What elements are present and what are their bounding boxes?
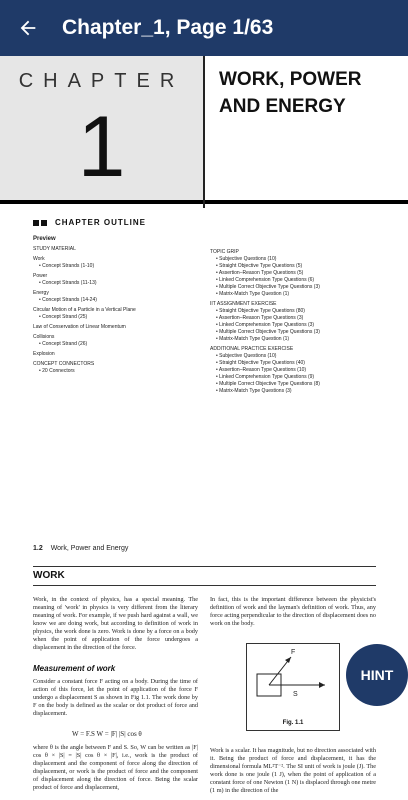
outline-item: • Assertion–Reason Type Questions (5) [210,270,390,277]
book-page-chapter-opener [0,56,408,538]
outline-item: • Concept Strands (11-13) [33,280,203,287]
outline-item: • Linked Comprehension Type Questions (6) [210,277,390,284]
outline-item: • Straight Objective Type Questions (80) [210,308,390,315]
square-bullet-icon [33,220,39,226]
page-number: 1.2 [33,545,43,552]
section-rule [33,585,376,586]
page-title: Chapter_1, Page 1/63 [62,16,274,39]
outline-group: TOPIC GRIP [210,249,239,255]
outline-group: Circular Motion of a Particle in a Vertical Plane [33,307,136,313]
chapter-number-panel [0,56,203,204]
hint-button[interactable]: HINT [346,644,408,706]
outline-item: • Linked Comprehension Type Questions (3) [210,322,390,329]
outline-item: • Straight Objective Type Questions (5) [210,263,390,270]
body-paragraph: Work is a scalar. It has magnitude, but no direction associated with it. Being the product of force and displacement, it has the dimensional formula ML²T⁻². The SI unit of work is joule (J). The work done is one joule (1 J), when the point of application of a constant force of one Newton (1 N) is displaced through one metre (1 m) in the direction of the [210,747,376,794]
running-header [33,545,128,552]
back-button[interactable] [0,0,56,56]
outline-heading-text: CHAPTER OUTLINE [55,218,146,227]
outline-item: • Matrix-Match Type Question (1) [210,291,390,298]
outline-group: Explosion [33,351,55,357]
outline-item: • Assertion–Reason Type Questions (10) [210,367,390,374]
square-bullet-icon [41,220,47,226]
figure-1-1 [246,643,340,731]
chapter-title-line1: WORK, POWER [219,69,362,90]
outline-item: • Subjective Questions (10) [210,353,390,360]
outline-group: Law of Conservation of Linear Momentum [33,324,126,330]
outline-item: • Matrix-Match Type Questions (3) [210,388,390,395]
outline-item: • Concept Strand (25) [33,314,203,321]
outline-item: • Multiple Correct Objective Type Questions (8) [210,381,390,388]
equation: W = F.S W = |F| |S| cos θ [72,730,142,738]
chapter-title-panel [205,56,408,204]
outline-item: • Concept Strands (1-10) [33,263,203,270]
running-head-title: Work, Power and Energy [50,545,129,552]
section-title: WORK [33,570,65,581]
outline-group: ADDITIONAL PRACTICE EXERCISE [210,346,294,352]
section-rule [33,566,376,567]
outline-item: • 20 Connectors [33,368,203,375]
chapter-title-line2: AND ENERGY [219,96,346,117]
outline-item: • Concept Strand (26) [33,341,203,348]
outline-group: CONCEPT CONNECTORS [33,361,95,367]
outline-item: • Linked Comprehension Type Questions (9) [210,374,390,381]
outline-left-column [33,232,203,375]
outline-group: Power [33,273,48,279]
body-paragraph: Consider a constant force F acting on a body. During the time of action of this force, let the point of application of the force F undergo a displacement S as shown in Fig 1.1. The work done by F on the body is defined as the scalar or dot product of force and displacement. [33,678,198,717]
chapter-outline-heading [33,218,146,227]
arrow-left-icon [17,17,39,39]
outline-right-column [210,246,390,395]
outline-item: • Straight Objective Type Questions (40) [210,360,390,367]
body-paragraph: In fact, this is the important difference between the physicist's definition of work and the layman's definition of work. Thus, any force acting perpendicular to the direction of displacement does no work on the body. [210,596,376,627]
figure-caption: Fig. 1.1 [282,720,304,726]
chapter-word: CHAPTER [18,70,185,92]
outline-item: • Assertion–Reason Type Questions (3) [210,315,390,322]
outline-group: Collisions [33,334,55,340]
outline-item: • Multiple Correct Objective Type Questions (3) [210,329,390,336]
outline-item: • Matrix-Match Type Question (1) [210,336,390,343]
outline-group: STUDY MATERIAL [33,246,76,252]
outline-group: Energy [33,290,49,296]
outline-group: Work [33,256,45,262]
app-bar [0,0,408,56]
force-displacement-diagram [247,644,339,718]
outline-item: • Concept Strands (14-24) [33,297,203,304]
body-paragraph: where θ is the angle between F and S. So, W can be written as |F| cos θ × |S| = |S| cos θ × |F|, i.e., work is the product of displacement and the component of force along the direction of displacement, or work is the product of force and the component of displacement along the direction of force. Being the scalar product of force and displacement, [33,744,198,791]
outline-group: IIT ASSIGNMENT EXERCISE [210,301,277,307]
body-paragraph: Work, in the context of physics, has a special meaning. The meaning of 'work' in physics is very different from the literary meaning of work. For example, if we push hard against a wall, we know we are doing work, but according to definition of work in physics, the work done is zero. Work is done by a force on a body when the point of application of the force undergoes a displacement in the direction of the force. [33,596,198,651]
outline-item: • Multiple Correct Objective Type Questions (3) [210,284,390,291]
force-label: F [291,649,296,656]
outline-item: • Subjective Questions (10) [210,256,390,263]
outline-group: Preview [33,236,56,242]
displacement-label: S [293,691,298,698]
subheading: Measurement of work [33,664,116,673]
chapter-number: 1 [77,99,126,195]
